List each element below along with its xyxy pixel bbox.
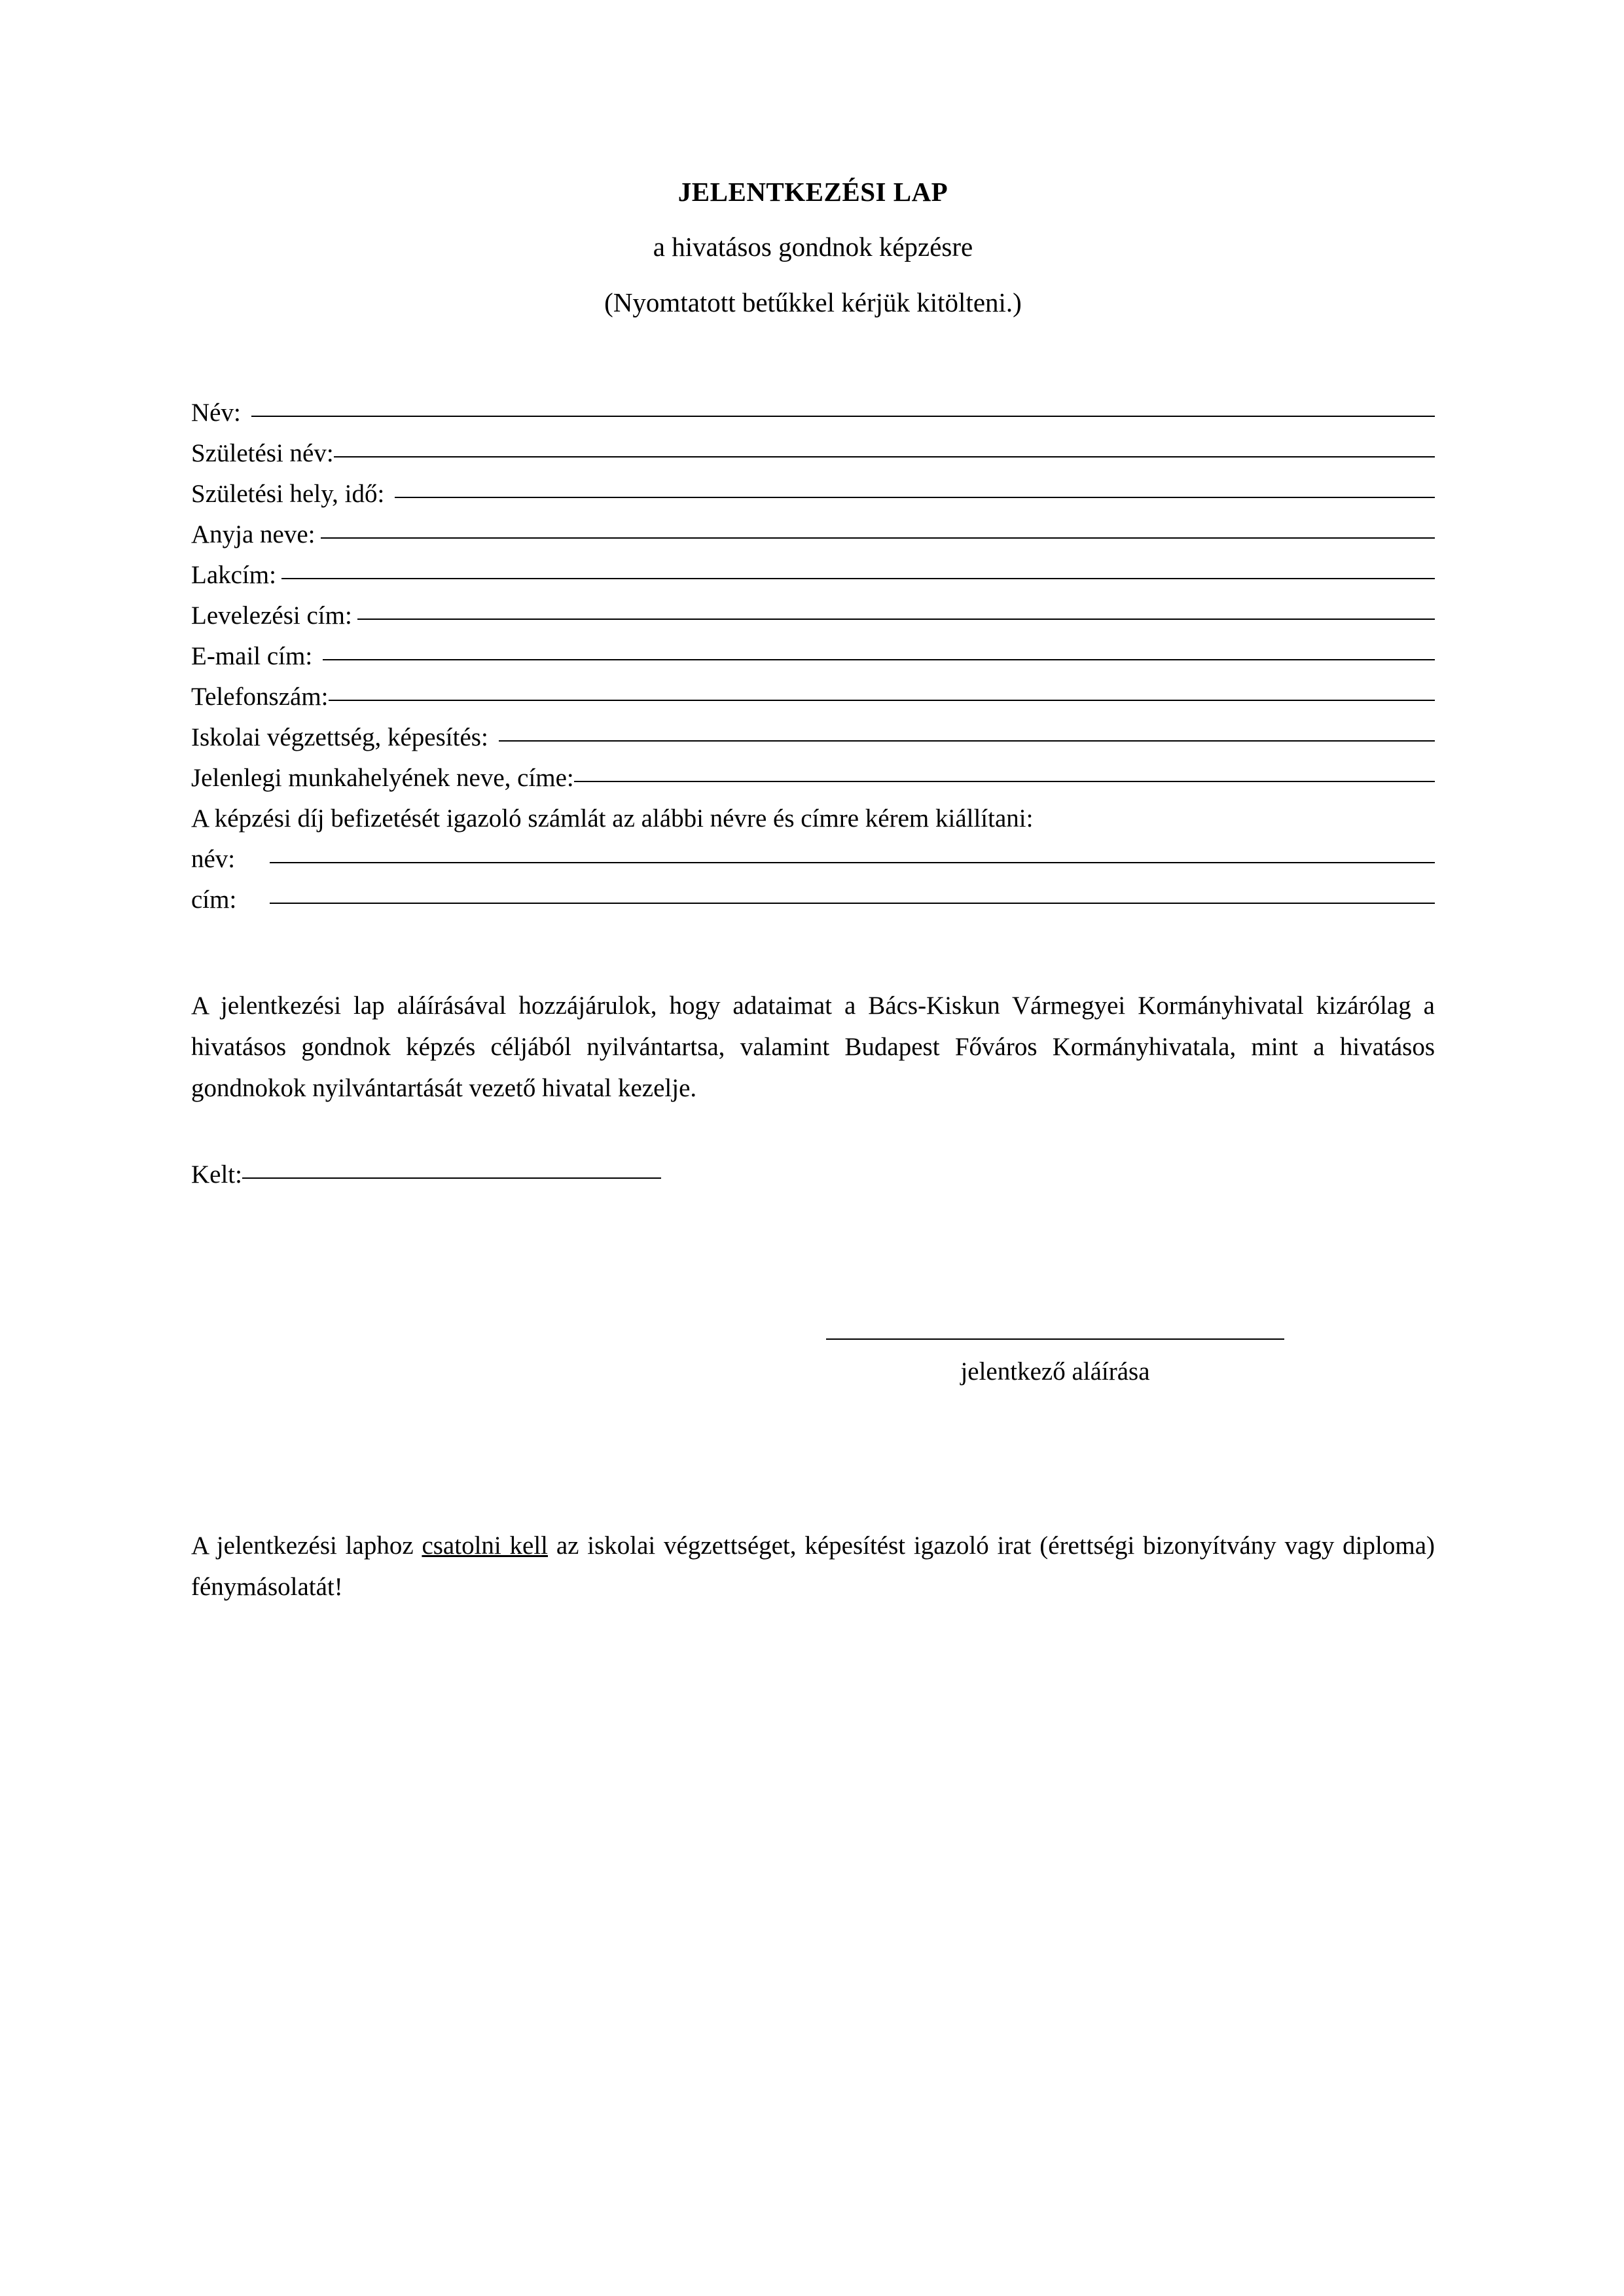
field-row-szamla-cim <box>191 887 1435 927</box>
input-kelt[interactable] <box>242 1177 661 1179</box>
form-fields <box>191 400 1435 927</box>
field-row-iskolai-vegzettseg <box>191 725 1435 765</box>
input-email-cim[interactable] <box>323 658 1435 660</box>
field-row-email-cim <box>191 643 1435 684</box>
field-row-levelezesi-cim <box>191 603 1435 643</box>
footer-note-part2: az iskolai végzettséget, képesítést igazoló irat (érettségi bizonyítvány vagy diploma) fénymásolatát! <box>191 1532 1435 1602</box>
label-szuletesi-hely-ido: Születési hely, idő: <box>191 479 385 508</box>
label-email-cim: E-mail cím: <box>191 641 313 670</box>
input-anyja-neve[interactable] <box>321 537 1435 539</box>
footer-note-emphasis: csatolni kell <box>422 1532 549 1560</box>
label-nev: Név: <box>191 398 241 427</box>
label-levelezesi-cim: Levelezési cím: <box>191 601 352 630</box>
input-szuletesi-nev[interactable] <box>334 456 1435 457</box>
signature-line[interactable] <box>826 1338 1284 1340</box>
document-content <box>191 0 1435 1608</box>
page-subtitle: a hivatásos gondnok képzésre <box>653 232 973 262</box>
label-szamla-nev: név: <box>191 844 236 873</box>
field-row-szuletesi-hely-ido <box>191 481 1435 522</box>
label-munkahely: Jelenlegi munkahelyének neve, címe: <box>191 763 574 792</box>
input-nev[interactable] <box>251 415 1435 417</box>
input-telefonszam[interactable] <box>329 699 1435 701</box>
input-levelezesi-cim[interactable] <box>357 618 1435 620</box>
consent-paragraph: A jelentkezési lap aláírásával hozzájárulok, hogy adataimat a Bács-Kiskun Vármegyei Kormányhivatal kizárólag a hivatásos gondnok képzés céljából nyilvántartsa, valamint Budapest Főváros Kormányhivatala, mint a hivatásos gondnokok nyilvántartását vezető hivatal kezelje. <box>191 991 1435 1103</box>
label-iskolai-vegzettseg: Iskolai végzettség, képesítés: <box>191 723 488 751</box>
title-block <box>191 175 1435 319</box>
footer-note-part1: A jelentkezési laphoz <box>191 1532 422 1560</box>
page-title: JELENTKEZÉSI LAP <box>677 177 948 207</box>
signature-area <box>191 1338 1435 1386</box>
input-szamla-nev[interactable] <box>270 861 1435 863</box>
signature-caption: jelentkező aláírása <box>960 1357 1150 1386</box>
label-lakcim: Lakcím: <box>191 560 276 589</box>
label-telefonszam: Telefonszám: <box>191 682 329 711</box>
field-row-nev <box>191 400 1435 440</box>
label-anyja-neve: Anyja neve: <box>191 520 316 548</box>
label-kelt: Kelt: <box>191 1160 242 1189</box>
field-row-szuletesi-nev <box>191 440 1435 481</box>
field-row-telefonszam <box>191 684 1435 725</box>
input-szamla-cim[interactable] <box>270 902 1435 904</box>
invoice-note: A képzési díj befizetését igazoló számlát az alábbi névre és címre kérem kiállítani: <box>191 804 1034 833</box>
footer-note <box>191 1525 1435 1607</box>
field-row-szamla-nev <box>191 846 1435 887</box>
field-row-munkahely <box>191 765 1435 806</box>
input-iskolai-vegzettseg[interactable] <box>499 740 1435 742</box>
input-lakcim[interactable] <box>281 577 1435 579</box>
field-row-lakcim <box>191 562 1435 603</box>
input-munkahely[interactable] <box>574 780 1435 782</box>
label-szuletesi-nev: Születési név: <box>191 439 334 467</box>
field-row-anyja-neve <box>191 522 1435 562</box>
input-szuletesi-hely-ido[interactable] <box>395 496 1435 498</box>
page-subtitle-instruction: (Nyomtatott betűkkel kérjük kitölteni.) <box>604 287 1022 317</box>
label-szamla-cim: cím: <box>191 885 237 914</box>
signature-block <box>826 1338 1284 1386</box>
field-row-kelt <box>191 1160 1435 1200</box>
